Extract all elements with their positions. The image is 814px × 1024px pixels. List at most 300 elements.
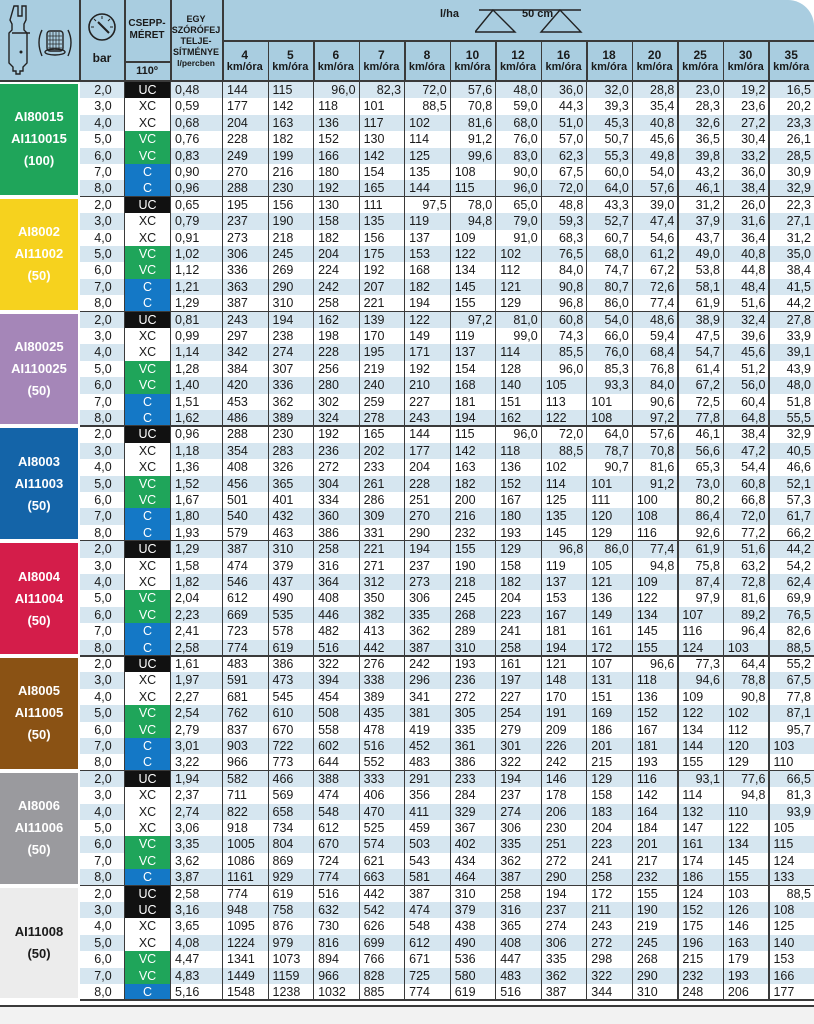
rate-cell: 126 — [727, 903, 749, 917]
rate-cell: 304 — [318, 476, 339, 491]
pressure-cell: 4,0 — [94, 345, 112, 360]
pressure-cell: 4,0 — [94, 230, 112, 245]
rate-cell: 365 — [272, 476, 294, 491]
rate-cell: 574 — [363, 837, 385, 852]
speed-column-header — [313, 42, 359, 80]
rate-cell: 119 — [545, 558, 566, 573]
rate-cell: 156 — [363, 230, 385, 245]
rate-cell: 120 — [591, 509, 613, 524]
rate-cell: 182 — [272, 132, 294, 147]
rate-cell: 335 — [454, 722, 476, 737]
rate-cell: 28,3 — [695, 99, 720, 114]
rate-cell: 626 — [363, 919, 385, 934]
rate-cell: 310 — [636, 985, 658, 999]
rate-cell: 503 — [409, 837, 430, 852]
rate-cell: 171 — [409, 345, 430, 360]
flow-cell: 0,79 — [175, 214, 200, 229]
rate-cell: 237 — [500, 788, 522, 803]
rate-cell: 199 — [272, 148, 294, 163]
rate-cell: 155 — [636, 886, 658, 901]
rate-cell: 54,7 — [695, 345, 720, 360]
speed-value: 10 — [465, 48, 480, 62]
rate-cell: 85,3 — [604, 361, 629, 376]
rate-cell: 195 — [363, 345, 385, 360]
rate-cell: 62,3 — [558, 148, 584, 163]
rate-cell: 136 — [591, 591, 613, 606]
rate-cell: 204 — [500, 591, 522, 606]
rate-cell: 163 — [454, 460, 476, 475]
rate-cell: 177 — [227, 99, 248, 114]
speed-column-header — [450, 42, 496, 80]
rate-cell: 36,0 — [741, 165, 766, 179]
rate-cell: 166 — [318, 148, 339, 163]
nozzle-model-text: AI11002 — [14, 246, 64, 262]
rate-cell: 101 — [591, 476, 613, 491]
rate-cell: 105 — [773, 821, 795, 835]
rate-cell: 490 — [272, 591, 294, 606]
rate-cell: 137 — [454, 345, 476, 360]
rate-cell: 163 — [727, 935, 749, 950]
rate-cell: 108 — [773, 903, 795, 917]
rate-cell: 447 — [500, 952, 522, 967]
table-row — [80, 115, 814, 131]
rate-cell: 725 — [409, 968, 430, 983]
rate-cell: 386 — [318, 525, 339, 540]
droplet-size-cell: XC — [125, 574, 170, 590]
rate-cell: 236 — [318, 443, 339, 458]
speed-unit: km/óra — [363, 61, 400, 73]
rate-cell: 121 — [500, 279, 522, 294]
nozzle-group-label — [0, 199, 78, 310]
rate-cell: 94,8 — [467, 214, 493, 229]
rate-cell: 114 — [545, 476, 566, 491]
pressure-cell: 6,0 — [94, 607, 112, 622]
rate-cell: 72,0 — [558, 181, 584, 196]
flow-cell: 1,29 — [175, 542, 200, 557]
column-divider — [677, 82, 678, 1000]
speed-column-header — [586, 42, 632, 80]
rate-cell: 548 — [318, 804, 339, 819]
rate-cell: 230 — [272, 427, 294, 442]
nozzle-model-text: (50) — [27, 497, 51, 513]
rate-cell: 72,8 — [741, 575, 766, 589]
rate-cell: 268 — [454, 607, 476, 622]
speed-unit: km/óra — [499, 61, 537, 73]
speed-value: 16 — [556, 48, 571, 62]
rate-cell: 28,5 — [786, 148, 811, 163]
rate-cell: 152 — [636, 706, 658, 721]
pressure-cell: 4,0 — [94, 804, 112, 819]
flow-cell: 1,02 — [175, 247, 200, 261]
rate-cell: 77,8 — [786, 689, 811, 704]
rate-cell: 172 — [591, 640, 613, 655]
nozzle-spacing-label: 50 cm — [522, 8, 554, 20]
flow-title-line: SÍTMÉNYE — [172, 46, 219, 57]
rate-cell: 219 — [363, 361, 385, 376]
rate-cell: 384 — [227, 361, 248, 376]
rate-cell: 221 — [363, 542, 385, 557]
flow-cell: 4,47 — [175, 952, 200, 967]
rate-cell: 38,4 — [786, 263, 811, 278]
rate-cell: 363 — [227, 279, 248, 294]
droplet-size-cell: XC — [125, 98, 170, 114]
flow-cell: 0,91 — [175, 230, 200, 245]
rate-cell: 81,0 — [513, 312, 538, 327]
rate-cell: 307 — [272, 361, 294, 376]
rate-cell: 272 — [545, 853, 567, 868]
rate-cell: 280 — [318, 378, 339, 393]
droplet-size-cell: VC — [125, 705, 170, 721]
droplet-title-line: MÉRET — [129, 30, 165, 41]
rate-cell: 140 — [773, 935, 795, 950]
rate-cell: 165 — [363, 427, 385, 442]
rate-cell: 50,7 — [604, 132, 629, 147]
rate-cell: 68,4 — [650, 345, 675, 360]
rate-cell: 215 — [591, 755, 613, 770]
rate-cell: 129 — [591, 525, 613, 540]
rate-cell: 224 — [318, 263, 339, 278]
rate-cell: 152 — [500, 476, 522, 491]
pressure-cell: 5,0 — [94, 821, 112, 835]
table-row — [80, 394, 814, 410]
rate-cell: 274 — [500, 804, 522, 819]
rate-cell: 182 — [409, 279, 430, 294]
rate-cell: 354 — [227, 443, 248, 458]
flow-cell: 0,76 — [175, 132, 200, 147]
droplet-size-cell: C — [125, 279, 170, 295]
rate-cell: 60,4 — [741, 394, 766, 409]
rate-cell: 774 — [227, 886, 248, 901]
rate-cell: 102 — [545, 460, 567, 475]
rate-cell: 140 — [500, 378, 522, 393]
rate-cell: 233 — [363, 460, 385, 475]
rate-cell: 161 — [591, 624, 613, 639]
rate-cell: 180 — [500, 509, 522, 524]
rate-cell: 60,8 — [741, 476, 766, 491]
flow-cell: 2,58 — [175, 640, 200, 655]
rate-cell: 242 — [409, 657, 430, 671]
rate-cell: 272 — [318, 460, 339, 475]
rate-cell: 96,8 — [558, 296, 584, 311]
rate-cell: 183 — [591, 804, 613, 819]
rate-cell: 72,0 — [558, 427, 584, 442]
pressure-cell: 4,0 — [94, 460, 112, 475]
rate-cell: 51,8 — [786, 394, 811, 409]
table-row — [80, 213, 814, 229]
rate-cell: 95,7 — [786, 722, 811, 737]
rate-cell: 274 — [545, 919, 567, 934]
rate-cell: 324 — [318, 411, 339, 425]
nozzle-model-text: AI8002 — [18, 224, 60, 240]
rate-cell: 149 — [591, 607, 613, 622]
rate-cell: 413 — [363, 624, 385, 639]
rate-cell: 57,3 — [786, 493, 811, 507]
flow-cell: 1,97 — [175, 673, 200, 688]
rate-cell: 48,4 — [741, 279, 766, 294]
nozzle-model-text: AI8004 — [18, 568, 60, 584]
rate-cell: 249 — [227, 148, 248, 163]
rate-cell: 438 — [454, 919, 476, 934]
pressure-unit-label: bar — [92, 51, 112, 65]
rate-cell: 105 — [591, 558, 613, 573]
table-row — [80, 148, 814, 164]
rate-cell: 55,2 — [786, 657, 811, 671]
rate-cell: 579 — [227, 525, 248, 540]
rate-cell: 699 — [363, 935, 385, 950]
rate-cell: 386 — [272, 657, 294, 671]
rate-cell: 146 — [727, 919, 749, 934]
rate-cell: 67,2 — [650, 263, 675, 278]
rate-cell: 181 — [454, 394, 476, 409]
nozzle-model-text: AI11006 — [14, 820, 64, 836]
rate-cell: 474 — [318, 788, 339, 803]
rate-cell: 77,8 — [695, 411, 720, 425]
rate-cell: 228 — [318, 345, 339, 360]
rate-cell: 762 — [227, 706, 248, 721]
nozzle-model-text: AI8005 — [18, 683, 60, 699]
rate-cell: 27,2 — [741, 115, 766, 130]
rate-cell: 286 — [363, 493, 385, 507]
flow-cell: 2,79 — [175, 722, 200, 737]
table-row — [80, 295, 814, 311]
rate-cell: 51,6 — [741, 296, 766, 311]
rate-cell: 232 — [636, 870, 658, 885]
table-row — [80, 361, 814, 377]
speed-value: 18 — [602, 48, 616, 62]
rate-cell: 322 — [591, 968, 613, 983]
rate-cell: 162 — [318, 312, 339, 327]
rate-cell: 179 — [727, 952, 749, 967]
speed-unit: km/óra — [773, 61, 810, 73]
droplet-size-cell: UC — [125, 312, 170, 328]
rate-cell: 1086 — [227, 853, 255, 868]
rate-cell: 237 — [227, 214, 248, 229]
rate-cell: 230 — [272, 181, 294, 196]
table-row — [80, 279, 814, 295]
rate-cell: 122 — [727, 821, 749, 835]
rate-cell: 32,6 — [695, 115, 720, 130]
rate-cell: 91,2 — [650, 476, 675, 491]
rate-cell: 89,2 — [741, 607, 766, 622]
rate-cell: 204 — [227, 115, 248, 130]
droplet-size-cell: UC — [125, 197, 170, 213]
rate-cell: 273 — [409, 575, 430, 589]
rate-cell: 478 — [363, 722, 385, 737]
rate-cell: 230 — [545, 821, 567, 835]
rate-cell: 258 — [500, 640, 522, 655]
rate-cell: 580 — [454, 968, 476, 983]
rate-cell: 61,2 — [650, 247, 675, 261]
rate-cell: 243 — [409, 411, 430, 425]
rate-cell: 68,3 — [558, 230, 584, 245]
droplet-size-cell: VC — [125, 476, 170, 492]
rate-cell: 57,0 — [558, 132, 584, 147]
rate-cell: 411 — [409, 804, 430, 819]
rate-cell: 81,6 — [650, 460, 675, 475]
rate-cell: 903 — [227, 739, 248, 753]
rate-cell: 54,0 — [604, 312, 629, 327]
droplet-size-cell: VC — [125, 968, 170, 984]
rate-cell: 78,8 — [741, 673, 766, 688]
rate-cell: 122 — [545, 411, 567, 425]
rate-cell: 192 — [363, 263, 385, 278]
rate-cell: 16,5 — [786, 83, 811, 97]
rate-cell: 456 — [227, 476, 248, 491]
flow-title-line: SZÓRÓFEJ — [171, 24, 221, 35]
rate-cell: 134 — [636, 607, 658, 622]
rate-cell: 134 — [454, 263, 476, 278]
droplet-size-cell: XC — [125, 230, 170, 246]
rate-cell: 272 — [454, 689, 476, 704]
rate-cell: 198 — [318, 329, 339, 343]
rate-cell: 77,6 — [741, 771, 766, 786]
rate-cell: 52,1 — [786, 476, 811, 491]
droplet-size-cell: VC — [125, 607, 170, 623]
rate-cell: 459 — [409, 821, 430, 835]
rate-cell: 169 — [591, 706, 613, 721]
rate-cell: 155 — [454, 542, 476, 557]
table-row — [80, 984, 814, 1000]
rate-cell: 206 — [727, 985, 749, 999]
rate-cell: 435 — [363, 706, 385, 721]
rate-cell: 658 — [272, 804, 294, 819]
rate-cell: 591 — [227, 673, 248, 688]
pressure-cell: 6,0 — [94, 378, 112, 393]
rate-cell: 724 — [318, 853, 339, 868]
column-divider — [359, 82, 360, 1000]
rate-cell: 1548 — [227, 985, 255, 999]
droplet-size-cell: C — [125, 508, 170, 524]
pressure-cell: 7,0 — [94, 394, 112, 409]
droplet-size-cell: UC — [125, 886, 170, 902]
rate-cell: 61,4 — [695, 361, 720, 376]
nozzle-group-label — [0, 773, 78, 884]
rate-cell: 482 — [318, 624, 339, 639]
rate-cell: 734 — [272, 821, 294, 835]
pressure-cell: 3,0 — [94, 558, 112, 573]
rate-cell: 170 — [363, 329, 385, 343]
rate-cell: 33,2 — [741, 148, 766, 163]
rate-cell: 175 — [363, 247, 385, 261]
rate-cell: 152 — [682, 903, 704, 917]
rate-cell: 168 — [454, 378, 476, 393]
rate-cell: 386 — [454, 755, 476, 770]
pressure-cell: 4,0 — [94, 575, 112, 589]
rate-cell: 948 — [227, 903, 248, 917]
rate-cell: 135 — [409, 165, 430, 179]
rate-cell: 93,9 — [786, 804, 811, 819]
rate-cell: 66,5 — [786, 771, 811, 786]
pressure-cell: 2,0 — [94, 83, 112, 97]
rate-cell: 96,4 — [741, 624, 766, 639]
rate-cell: 96,6 — [650, 657, 675, 671]
flow-cell: 1,29 — [175, 296, 200, 311]
rate-cell: 139 — [363, 312, 385, 327]
rate-cell: 258 — [318, 296, 339, 311]
rate-cell: 114 — [682, 788, 703, 803]
table-row — [80, 344, 814, 360]
flow-cell: 2,27 — [175, 689, 200, 704]
pressure-cell: 5,0 — [94, 361, 112, 376]
rate-cell: 107 — [591, 657, 613, 671]
rate-cell: 90,8 — [741, 689, 766, 704]
rate-cell: 473 — [272, 673, 294, 688]
rate-cell: 828 — [363, 968, 385, 983]
speed-value: 8 — [423, 48, 431, 62]
rate-cell: 180 — [318, 165, 339, 179]
rate-cell: 1238 — [272, 985, 301, 999]
rate-cell: 1095 — [227, 919, 255, 934]
rate-cell: 219 — [636, 919, 658, 934]
rate-cell: 39,0 — [650, 197, 675, 212]
rate-cell: 681 — [227, 689, 248, 704]
droplet-size-cell: VC — [125, 148, 170, 164]
rate-cell: 569 — [272, 788, 294, 803]
rate-cell: 204 — [409, 460, 430, 475]
rate-cell: 344 — [591, 985, 613, 999]
rate-cell: 254 — [500, 706, 522, 721]
rate-cell: 83,0 — [513, 148, 538, 163]
rate-cell: 297 — [227, 329, 248, 343]
rate-cell: 154 — [454, 361, 476, 376]
rate-cell: 145 — [727, 853, 749, 868]
rate-cell: 86,0 — [604, 542, 629, 557]
rate-cell: 223 — [500, 607, 522, 622]
rate-cell: 536 — [454, 952, 476, 967]
rate-cell: 885 — [363, 985, 385, 999]
rate-cell: 144 — [409, 181, 430, 196]
rate-cell: 142 — [454, 443, 476, 458]
rate-cell: 108 — [636, 509, 658, 524]
rate-cell: 81,6 — [741, 591, 766, 606]
flow-cell: 0,90 — [175, 165, 200, 179]
rate-cell: 76,5 — [786, 607, 811, 622]
rate-cell: 464 — [454, 870, 476, 885]
speed-unit: km/óra — [727, 61, 764, 73]
flow-cell: 0,68 — [175, 115, 200, 130]
rate-cell: 112 — [727, 722, 748, 737]
rate-cell: 474 — [227, 558, 248, 573]
rate-cell: 23,6 — [741, 99, 766, 114]
rate-cell: 119 — [454, 329, 475, 343]
flow-cell: 3,65 — [175, 919, 200, 934]
rate-cell: 362 — [500, 853, 522, 868]
rate-cell: 306 — [409, 591, 430, 606]
flow-cell: 0,65 — [175, 197, 200, 212]
rate-cell: 272 — [591, 935, 613, 950]
rate-cell: 669 — [227, 607, 248, 622]
table-row — [80, 328, 814, 344]
rate-cell: 268 — [636, 952, 658, 967]
flow-cell: 2,37 — [175, 788, 200, 803]
table-row — [80, 738, 814, 754]
rate-cell: 101 — [363, 99, 385, 114]
table-row — [80, 820, 814, 836]
rate-cell: 116 — [636, 525, 657, 540]
rate-cell: 103 — [727, 886, 749, 901]
rate-cell: 80,7 — [604, 279, 629, 294]
flow-cell: 3,62 — [175, 853, 200, 868]
rate-cell: 722 — [272, 739, 294, 753]
rate-cell: 578 — [272, 624, 294, 639]
rate-cell: 115 — [773, 837, 794, 852]
flow-cell: 0,48 — [175, 83, 200, 97]
rate-cell: 105 — [545, 378, 567, 393]
column-divider — [170, 82, 171, 1000]
droplet-size-cell: C — [125, 180, 170, 196]
rate-cell: 90,0 — [513, 165, 538, 179]
table-row — [80, 180, 814, 196]
